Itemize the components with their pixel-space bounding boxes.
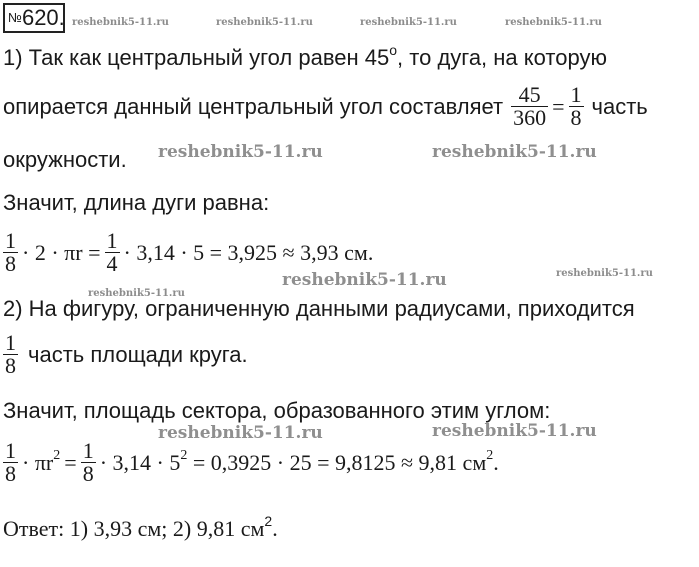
formula-result-c: . [493,449,499,475]
fraction-1-8 [3,230,18,275]
fraction-denominator: 8 [5,353,16,378]
fraction-numerator: 1 [106,228,118,253]
fraction-denominator: 8 [570,105,582,130]
part2-line2 [3,332,248,377]
problem-number: 620. [21,5,65,30]
exponent: 2 [264,512,273,529]
exponent: 2 [180,448,188,464]
problem-number-badge [3,3,65,33]
fraction-numerator: 1 [5,228,16,253]
watermark: reshebnik5-11.ru [88,288,185,299]
fraction-1-8 [3,440,18,485]
answer-text: Ответ: 1) 3,93 см; 2) 9,81 см [3,516,265,541]
part2-line3: Значит, площадь сектора, образованного этим углом: [3,398,551,423]
fraction-1-4 [105,230,120,275]
watermark: reshebnik5-11.ru [505,17,602,28]
fraction-1-8 [3,332,18,377]
part1-line1-text-b: , то дуга, на которую [397,45,607,70]
equals-sign: = [64,449,77,475]
part1-line3: окружности. [3,147,127,172]
number-sign: № [8,10,22,25]
part1-line1 [3,41,607,71]
part1-line1-text-a: 1) Так как центральный угол равен 45 [3,45,390,70]
formula-result-b: = 0,3925 · 25 = 9,8125 ≈ 9,81 см [192,449,487,475]
watermark: reshebnik5-11.ru [158,142,323,162]
degree-mark: o [389,41,398,58]
fraction-numerator: 1 [5,438,16,463]
part1-line4: Значит, длина дуги равна: [3,190,270,215]
exponent: 2 [486,448,494,464]
answer-line [3,512,278,542]
sector-area-formula [3,440,499,485]
arc-length-formula [3,230,373,275]
part1-line2-text-b: часть [591,93,648,119]
formula-result [96,450,499,476]
answer-end: . [272,516,278,541]
fraction-denominator: 360 [513,105,547,130]
watermark: reshebnik5-11.ru [282,270,447,290]
watermark: reshebnik5-11.ru [360,17,457,28]
watermark: reshebnik5-11.ru [158,423,323,443]
watermark: reshebnik5-11.ru [216,17,313,28]
part1-line2 [3,84,648,129]
fraction-1-8 [569,84,584,129]
fraction-denominator: 4 [106,251,118,276]
formula-result: · 3,14 · 5 = 3,925 ≈ 3,93 см. [123,239,374,265]
watermark: reshebnik5-11.ru [72,17,169,28]
formula-middle-text: · πr [22,449,54,475]
fraction-numerator: 45 [518,82,541,107]
formula-middle [18,450,60,476]
fraction-1-8 [81,440,96,485]
equals-sign: = [552,93,565,119]
part2-line1: 2) На фигуру, ограниченную данными радиусами, приходится [3,296,635,321]
fraction-numerator: 1 [570,82,582,107]
formula-middle: · 2 · πr = [22,239,101,265]
part1-line2-text-a: опирается данный центральный угол составляет [3,93,504,119]
formula-result-a: · 3,14 · 5 [99,449,181,475]
fraction-numerator: 1 [82,438,94,463]
watermark: reshebnik5-11.ru [432,421,597,441]
watermark: reshebnik5-11.ru [432,142,597,162]
exponent: 2 [53,448,61,464]
fraction-denominator: 8 [5,251,16,276]
fraction-denominator: 8 [5,461,16,486]
part2-line2-text: часть площади круга. [28,341,248,367]
fraction-numerator: 1 [5,330,16,355]
watermark: reshebnik5-11.ru [556,268,653,279]
fraction-denominator: 8 [82,461,94,486]
fraction-45-360 [511,84,548,129]
